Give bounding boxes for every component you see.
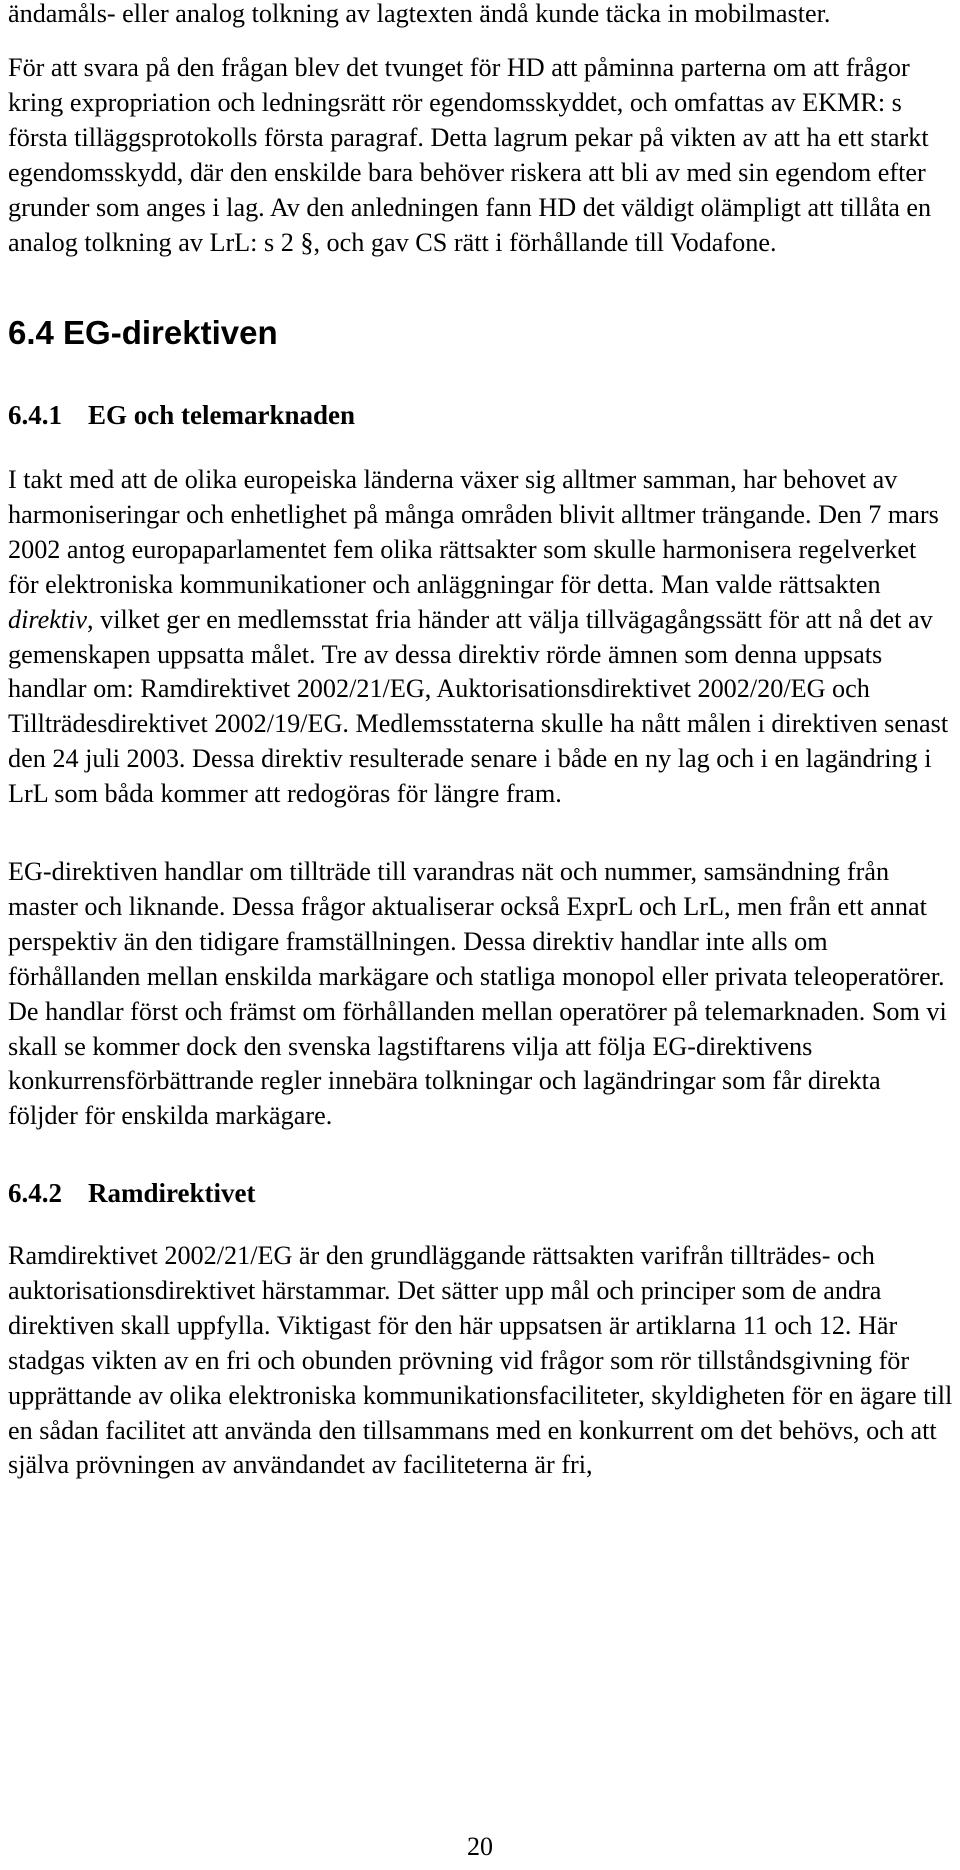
italic-term: direktiv xyxy=(8,604,88,634)
paragraph-hd-reasoning: För att svara på den frågan blev det tvunget för HD att påminna parterna om att frågor kring expropriation och ledningsrätt rör egendomsskyddet, och omfattas av EKMR: s första tilläggsprotokolls första paragraf. Detta lagrum pekar på vikten av att ha ett starkt egendomsskydd, där den enskilde bara behöver riskera att bli av med sin egendom efter grunder som anges i lag. Av den anledningen fann HD det väldigt olämpligt att tillåta en analog tolkning av LrL: s 2 §, och gav CS rätt i förhållande till Vodafone. xyxy=(8,53,932,257)
subsection-title: EG och telemarknaden xyxy=(88,400,355,430)
paragraph-text: , vilket ger en medlemsstat fria händer att välja tillvägagångssätt för att nå det av gemenskapen uppsatta målet. Tre av dessa direktiv rörde ämnen som denna uppsats handlar om: Ramdirektivet 2002/21/EG, Auktorisationsdirektivet 2002/20/EG och Tillträdesdirektivet 2002/19/EG. Medlemsstaterna skulle ha nått målen i direktiven senast den 24 juli 2003. Dessa direktiv resulterade senare i både en ny lag och i en lagändring i LrL som båda kommer att redogöras för längre fram. xyxy=(8,604,949,809)
paragraph-eg-direktiven: EG-direktiven handlar om tillträde till varandras nät och nummer, samsändning från master och liknande. Dessa frågor aktualiserar också ExprL och LrL, men från ett annat perspektiv än den tidigare framställningen. Dessa direktiv handlar inte alls om förhållanden mellan enskilda markägare och statliga monopol eller privata teleoperatörer. De handlar först och främst om förhållanden mellan operatörer på telemarknaden. Som vi skall se kommer dock den svenska lagstiftarens vilja att följa EG-direktivens konkurrensförbättrande regler innebära tolkningar och lagändringar som får direkta följder för enskilda markägare. xyxy=(8,857,947,1131)
page-number: 20 xyxy=(467,1832,493,1861)
subsection-number: 6.4.1 xyxy=(8,400,62,430)
paragraph-intro: ändamåls- eller analog tolkning av lagtexten ändå kunde täcka in mobilmaster. xyxy=(8,0,831,28)
subsection-heading-6-4-2 xyxy=(8,1175,255,1211)
paragraph-text: I takt med att de olika europeiska länderna växer sig alltmer samman, har behovet av harmoniseringar och enhetlighet på många områden blivit alltmer trängande. Den 7 mars 2002 antog europaparlamentet fem olika rättsakter som skulle harmonisera regelverket för elektroniska kommunikationer och anläggningar för detta. Man valde rättsakten xyxy=(8,465,939,599)
subsection-number: 6.4.2 xyxy=(8,1178,62,1208)
paragraph-harmonisering xyxy=(8,463,953,812)
section-heading-6-4: 6.4 EG-direktiven xyxy=(8,314,278,351)
subsection-title: Ramdirektivet xyxy=(88,1178,256,1208)
paragraph-ramdirektivet: Ramdirektivet 2002/21/EG är den grundläggande rättsakten varifrån tillträdes- och auktorisationsdirektivet härstammar. Det sätter upp mål och principer som de andra direktiven skall uppfylla. Viktigast för den här uppsatsen är artiklarna 11 och 12. Här stadgas vikten av en fri och obunden prövning vid frågor som rör tillståndsgivning för upprättande av olika elektroniska kommunikationsfaciliteter, skyldigheten för en ägare till en sådan facilitet att använda den tillsammans med en konkurrent om det behövs, och att själva prövningen av användandet av faciliteterna är fri, xyxy=(8,1241,953,1480)
subsection-heading-6-4-1 xyxy=(8,397,355,433)
